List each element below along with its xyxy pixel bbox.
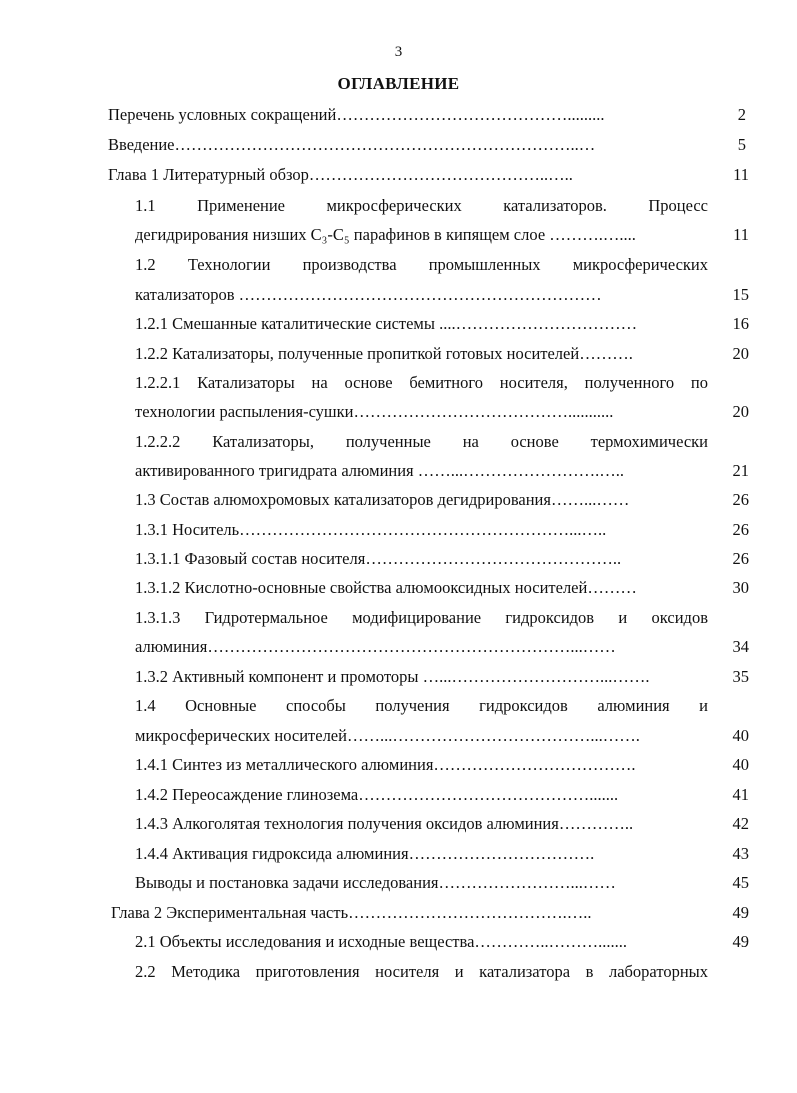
toc-page-number: 45 [732, 873, 749, 892]
toc-page-number: 26 [732, 490, 749, 509]
toc-page-number: 26 [732, 549, 749, 568]
toc-page-number: 35 [732, 667, 749, 686]
toc-entry-text: 1.3.1 Носитель……………………………………………………...….. [135, 520, 607, 539]
page-number: 3 [394, 44, 403, 60]
toc-entry-1-3[interactable] [135, 490, 708, 510]
toc-entry-text: микросферических носителей……...………………………………...……. [135, 726, 640, 745]
toc-entry-text: технологии распыления-сушки…………………………………........... [135, 402, 614, 421]
toc-entry-text: Перечень условных сокращений……………………………………......... [108, 105, 605, 124]
toc-page-number: 40 [732, 755, 749, 774]
toc-entry-1-4-2[interactable] [135, 785, 708, 805]
toc-entry-2-1[interactable] [135, 932, 708, 952]
toc-page-number: 43 [732, 844, 749, 863]
toc-entry-text: 1.3.1.1 Фазовый состав носителя……………………………………….. [135, 549, 622, 568]
toc-entry-1-2-2-2-line2[interactable] [135, 461, 708, 481]
toc-entry-text: 1.4.2 Переосаждение глинозема……………………………………....... [135, 785, 619, 804]
toc-entry-text: Выводы и постановка задачи исследования……………………...…… [135, 873, 616, 892]
toc-entry-text: дегидрирования низших С₃-С₅ парафинов в кипящем слое ……….….... [135, 225, 636, 244]
toc-entry-1-4-line2[interactable] [135, 726, 708, 746]
toc-entry-text: 1.4.4 Активация гидроксида алюминия……………………………. [135, 844, 595, 863]
toc-entry-2-2[interactable]: 2.2 Методика приготовления носителя и катализатора в лабораторных [135, 962, 708, 981]
toc-entry-text: 1.2.1 Смешанные каталитические системы ....…………………………… [135, 314, 638, 333]
toc-entry-1-2-line2[interactable] [135, 285, 708, 305]
toc-page-number: 11 [733, 165, 749, 184]
toc-entry-text: 1.3 Состав алюмохромовых катализаторов дегидрирования……...…… [135, 490, 630, 509]
toc-page-number: 42 [732, 814, 749, 833]
toc-entry-text: 1.4.3 Алкоголятая технология получения оксидов алюминия………….. [135, 814, 634, 833]
toc-entry-text: катализаторов ………………………………………………………… [135, 285, 602, 304]
toc-entry-1-3-1-3-line2[interactable] [135, 637, 708, 657]
toc-page-number: 5 [737, 135, 746, 154]
toc-entry-abbreviations[interactable] [108, 105, 708, 125]
toc-entry-text: активированного тригидрата алюминия ……...…………………….….. [135, 461, 625, 480]
toc-entry-1-2-2-1-line1[interactable]: 1.2.2.1 Катализаторы на основе бемитного носителя, полученного по [135, 373, 708, 392]
toc-entry-1-2-line1[interactable]: 1.2 Технологии производства промышленных микросферических [135, 255, 708, 274]
toc-entry-1-3-2[interactable] [135, 667, 708, 687]
toc-page-number: 34 [732, 637, 749, 656]
toc-page-number: 15 [732, 285, 749, 304]
toc-page-number: 40 [732, 726, 749, 745]
toc-entry-1-4-3[interactable] [135, 814, 708, 834]
toc-page-number: 20 [732, 344, 749, 363]
toc-entry-1-1-line2[interactable] [135, 225, 708, 245]
toc-entry-1-2-2[interactable] [135, 344, 708, 364]
toc-entry-text: 1.3.2 Активный компонент и промоторы …...………………………...……. [135, 667, 650, 686]
toc-page-number: 21 [732, 461, 749, 480]
toc-entry-text: 1.3.1.2 Кислотно-основные свойства алюмооксидных носителей……… [135, 578, 637, 597]
toc-entry-1-3-1[interactable] [135, 520, 708, 540]
toc-page-number: 26 [732, 520, 749, 539]
toc-entry-conclusions[interactable] [135, 873, 708, 893]
toc-entry-1-3-1-3-line1[interactable]: 1.3.1.3 Гидротермальное модифицирование гидроксидов и оксидов [135, 608, 708, 627]
toc-entry-1-3-1-2[interactable] [135, 578, 708, 598]
toc-page-number: 30 [732, 578, 749, 597]
toc-entry-1-1-line1[interactable]: 1.1 Применение микросферических катализаторов. Процесс [135, 196, 708, 215]
toc-entry-1-3-1-1[interactable] [135, 549, 708, 569]
toc-entry-1-2-1[interactable] [135, 314, 708, 334]
toc-entry-text: 1.4.1 Синтез из металлического алюминия………………………………. [135, 755, 636, 774]
toc-entry-1-2-2-1-line2[interactable] [135, 402, 708, 422]
toc-page-number: 41 [732, 785, 749, 804]
toc-entry-text: Введение………………………………………………………………..… [108, 135, 596, 154]
toc-page-number: 49 [732, 932, 749, 951]
toc-entry-chapter-2[interactable] [111, 903, 708, 923]
toc-entry-text: 2.1 Объекты исследования и исходные вещества…………..………....... [135, 932, 628, 951]
toc-entry-text: Глава 2 Экспериментальная часть………………………………….….. [111, 903, 592, 922]
toc-entry-1-4-1[interactable] [135, 755, 708, 775]
page-title: ОГЛАВЛЕНИЕ [337, 74, 460, 93]
toc-entry-1-4-line1[interactable]: 1.4 Основные способы получения гидроксидов алюминия и [135, 696, 708, 715]
toc-entry-chapter-1[interactable] [108, 165, 708, 185]
toc-entry-text: Глава 1 Литературный обзор……………………………………..….. [108, 165, 573, 184]
toc-page-number: 49 [732, 903, 749, 922]
toc-entry-introduction[interactable] [108, 135, 708, 155]
toc-page-number: 2 [737, 105, 746, 124]
toc-page-number: 20 [732, 402, 749, 421]
toc-page-number: 16 [732, 314, 749, 333]
toc-page-number: 11 [733, 225, 749, 244]
toc-entry-1-2-2-2-line1[interactable]: 1.2.2.2 Катализаторы, полученные на основе термохимически [135, 432, 708, 451]
toc-entry-1-4-4[interactable] [135, 844, 708, 864]
toc-entry-text: алюминия…………………………………………………………...…… [135, 637, 616, 656]
toc-entry-text: 1.2.2 Катализаторы, полученные пропиткой готовых носителей………. [135, 344, 633, 363]
